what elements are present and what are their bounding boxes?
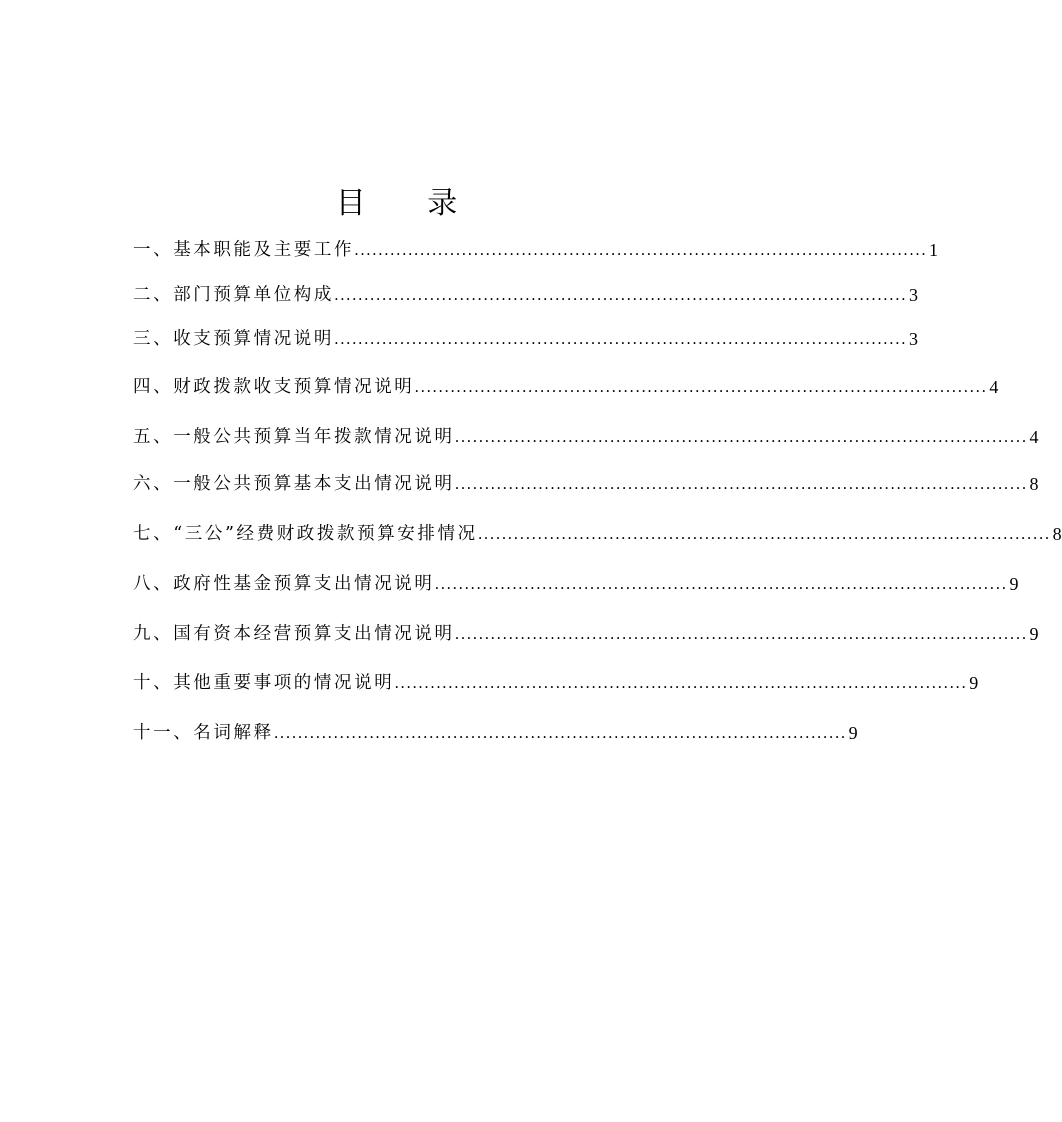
- toc-title: 目 录: [335, 186, 484, 221]
- toc-entry-10[interactable]: [133, 665, 979, 695]
- toc-dot-leader: ................................................................................................: [414, 378, 988, 396]
- toc-entry-7[interactable]: [133, 516, 1062, 546]
- toc-dot-leader: ................................................................................................: [354, 241, 928, 259]
- toc-entry-11[interactable]: [133, 715, 858, 745]
- toc-page-number: 8: [1052, 524, 1062, 544]
- toc-dot-leader: ................................................................................................: [477, 525, 1051, 543]
- toc-entry-label: 八、政府性基金预算支出情况说明: [133, 574, 435, 594]
- toc-entry-2[interactable]: [133, 277, 918, 307]
- toc-entry-label: 一、基本职能及主要工作: [133, 240, 355, 260]
- toc-page-number: 8: [1029, 474, 1039, 494]
- toc-entry-label: 十、其他重要事项的情况说明: [133, 673, 395, 693]
- toc-page-number: 3: [908, 329, 918, 349]
- toc-page-number: 3: [908, 285, 918, 305]
- toc-entry-6[interactable]: [133, 466, 1039, 496]
- toc-page-number: 9: [969, 673, 979, 693]
- toc-entry-5[interactable]: [133, 419, 1039, 449]
- toc-entry-9[interactable]: [133, 616, 1039, 646]
- toc-entry-label: 五、一般公共预算当年拨款情况说明: [133, 427, 455, 447]
- toc-page-number: 9: [848, 723, 858, 743]
- toc-dot-leader: ................................................................................................: [334, 286, 907, 304]
- toc-entry-1[interactable]: [133, 232, 939, 262]
- toc-dot-leader: ................................................................................................: [454, 428, 1028, 446]
- toc-entry-label: 三、收支预算情况说明: [133, 329, 334, 349]
- toc-dot-leader: ................................................................................................: [454, 475, 1028, 493]
- toc-dot-leader: ................................................................................................: [334, 330, 907, 348]
- toc-page-number: 9: [1009, 574, 1019, 594]
- toc-page-number: 9: [1029, 624, 1039, 644]
- toc-dot-leader: ................................................................................................: [434, 575, 1008, 593]
- toc-dot-leader: ................................................................................................: [394, 674, 968, 692]
- toc-page-number: 4: [989, 377, 999, 397]
- toc-page-number: 4: [1029, 427, 1039, 447]
- toc-entry-label: 十一、名词解释: [133, 723, 274, 743]
- toc-entry-4[interactable]: [133, 369, 999, 399]
- toc-entry-label: 二、部门预算单位构成: [133, 285, 334, 305]
- toc-entry-8[interactable]: [133, 566, 1019, 596]
- toc-entry-label: 九、国有资本经营预算支出情况说明: [133, 624, 455, 644]
- toc-dot-leader: ................................................................................................: [454, 625, 1028, 643]
- toc-entry-label: 六、一般公共预算基本支出情况说明: [133, 474, 455, 494]
- toc-entry-label: 四、财政拨款收支预算情况说明: [133, 377, 415, 397]
- toc-entry-3[interactable]: [133, 321, 918, 351]
- toc-entry-label: 七、“三公”经费财政拨款预算安排情况: [133, 524, 478, 544]
- toc-page-number: 1: [929, 240, 939, 260]
- toc-dot-leader: ................................................................................................: [273, 724, 847, 742]
